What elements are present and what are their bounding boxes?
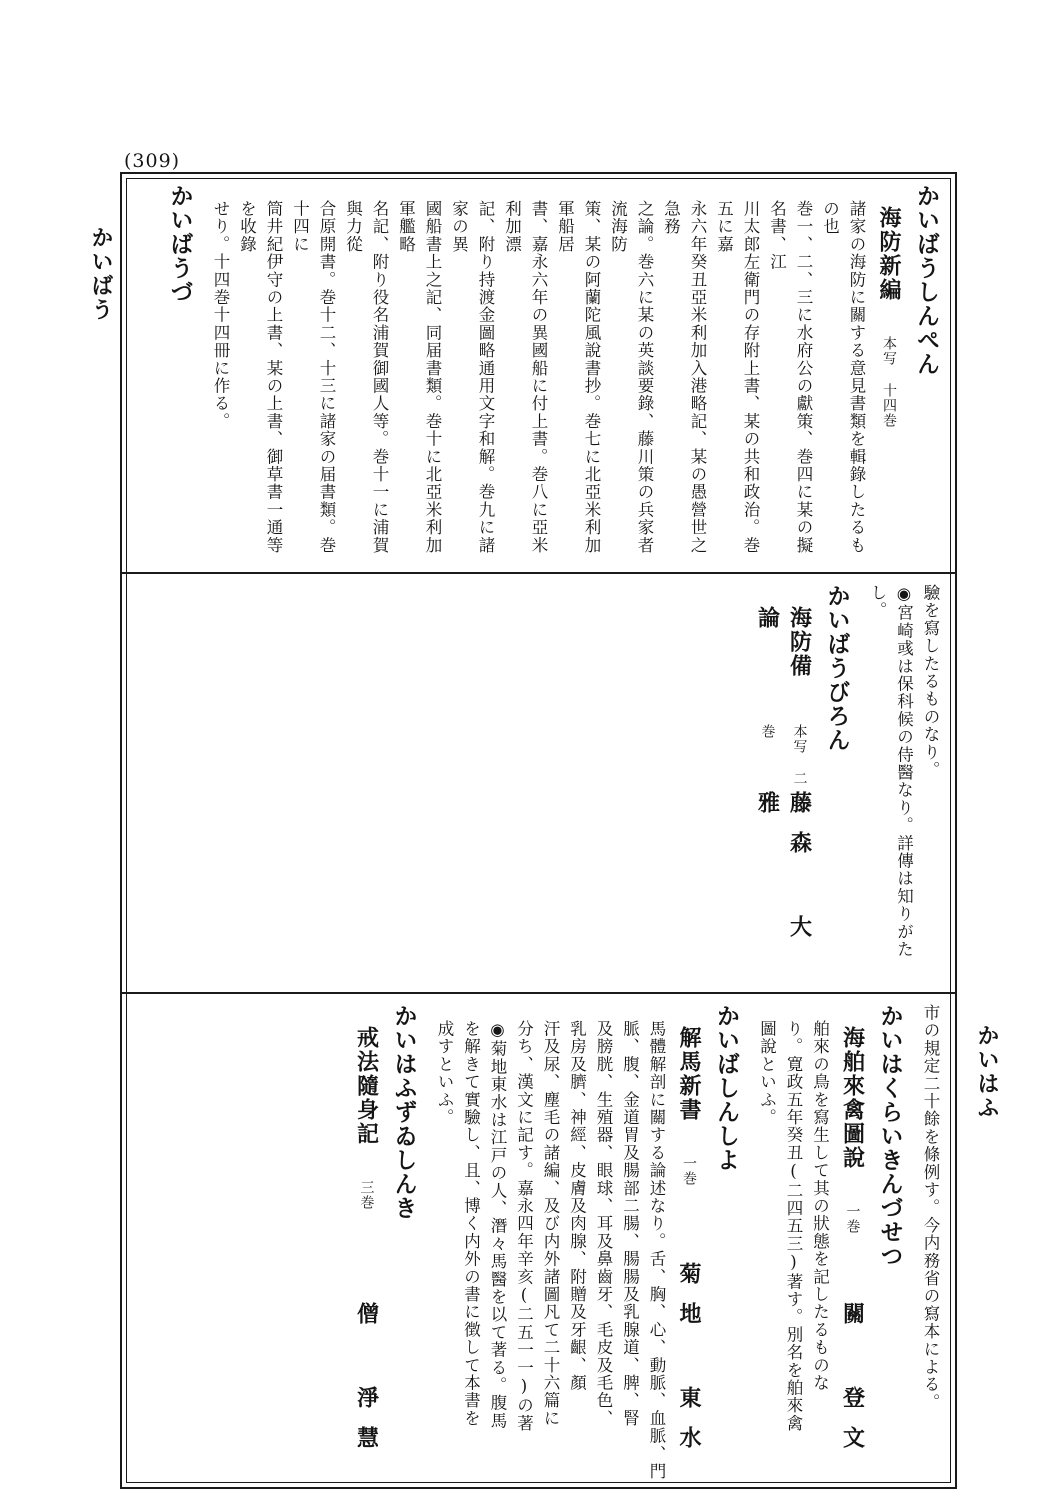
entry-title-line <box>673 1004 705 1480</box>
entry-title: 解馬新書 <box>676 1026 702 1122</box>
entry-heading: かいばうづ <box>166 184 194 304</box>
entry-volumes: 本写 十四巻 <box>881 336 897 428</box>
entry-title: 海防新編 <box>876 206 902 302</box>
page-frame <box>120 172 957 1489</box>
entry-heading: かいはふずゐしんき <box>390 1004 418 1220</box>
entry-volumes: 三巻 <box>358 1180 375 1210</box>
entry-title-line <box>873 184 905 562</box>
entry-continuation: 驗を寫したるものなり。 ◉宮崎彧は保科候の侍醫なり。詳傳は知りがたし。 <box>868 584 940 959</box>
entry-author: 藤森 大雅 <box>754 791 813 956</box>
side-label-right: かいはふ <box>974 1024 1000 1120</box>
entry-heading: かいばしんしよ <box>713 1004 740 1172</box>
entry-volumes: 一巻 <box>681 1156 697 1186</box>
tier-2 <box>122 572 955 994</box>
entry-heading: かいはくらいきんづせつ <box>876 1004 904 1268</box>
entry-title: 戒法隨身記 <box>353 1026 380 1146</box>
entry-title: 海舶來禽圖說 <box>839 1026 866 1170</box>
entry-author: 菊地 東水 <box>676 1262 702 1467</box>
entry-title-line <box>351 1004 383 1480</box>
entry-heading: かいばうびろん <box>823 584 851 752</box>
tier-1-columns <box>133 184 943 562</box>
entry-body <box>731 1480 943 1483</box>
side-label-left: かいばう <box>88 226 114 322</box>
tier-1 <box>122 174 955 572</box>
page-number: (309) <box>124 150 181 172</box>
entry-title-line <box>752 584 816 984</box>
entry-heading: かいばうしんぺん <box>913 184 940 376</box>
entry-volumes: 本写 二巻 <box>759 724 808 787</box>
entry-author: 僧 淨慧 <box>353 1302 380 1467</box>
entry-continuation: 市の規定二十餘を條例す。今内務省の寫本による。 <box>921 1004 940 1412</box>
entry-title: 海防備論 <box>754 606 813 678</box>
entry-body: 馬體解剖に關する論述なり。舌、胸、心、動脈、血脈、門 脈、腹、金道胃及腸部二腸、腸腸及乳腺道、脾、腎 及膀胱、生殖器、眼球、耳及鼻齒牙、毛皮及毛色、 乳房及臍、神經、皮膚及肉腺、附贈及牙齦、顏 汗及尿、塵毛の諸編、及び内外諸圖凡て二十六篇に 分ち、漢文に記す。嘉永四年辛亥(二五一一)の著 ◉菊地東水は江戸の人、潛々馬醫を以て著る。腹馬 を解きて實驗し、且、博く内外の書に徴して本書を 成すといふ。 <box>435 1020 666 1481</box>
entry-author <box>873 548 905 562</box>
entry-body: 諸家の海防に關する意見書類を輯錄したるもの也 巻一、二、三に水府公の獻策、巻四に某の擬名書、江 川太郎左衛門の存附上書、某の共和政治。巻五に嘉 永六年癸丑亞米利加入港略記、某の愚營世之急務 之論。巻六に某の英談要錄、藤川策の兵家者流海防 策、某の阿蘭陀風說書抄。巻七に北亞米利加軍船居 書、嘉永六年の異國船に付上書。巻八に亞米利加漂 記、附り持渡金圖略通用文字和解。巻九に諸家の異 國船書上之記、同届書類。巻十に北亞米利加軍艦略 名記、附り役名浦賀御國人等。巻十一に浦賀與力從 合原開書。巻十二、十三に諸家の届書類。巻十四に 筒井紀伊守の上書、某の上書、御草書一通等を收錄 せり。十四巻十四冊に作る。 <box>211 200 866 554</box>
entry-body: 舶來の鳥を寫生して其の狀態を記したるものな り。寛政五年癸丑(二四五三)著す。別名を舶來禽 圖說といふ。 <box>757 1020 830 1433</box>
entry-author: 關 登文 <box>839 1302 866 1467</box>
tier-3 <box>122 992 955 1493</box>
tier-2-columns <box>133 584 943 984</box>
entry-title-line <box>837 1004 869 1480</box>
entry-volumes: 一巻 <box>844 1204 861 1234</box>
tier-3-columns <box>133 1004 943 1483</box>
